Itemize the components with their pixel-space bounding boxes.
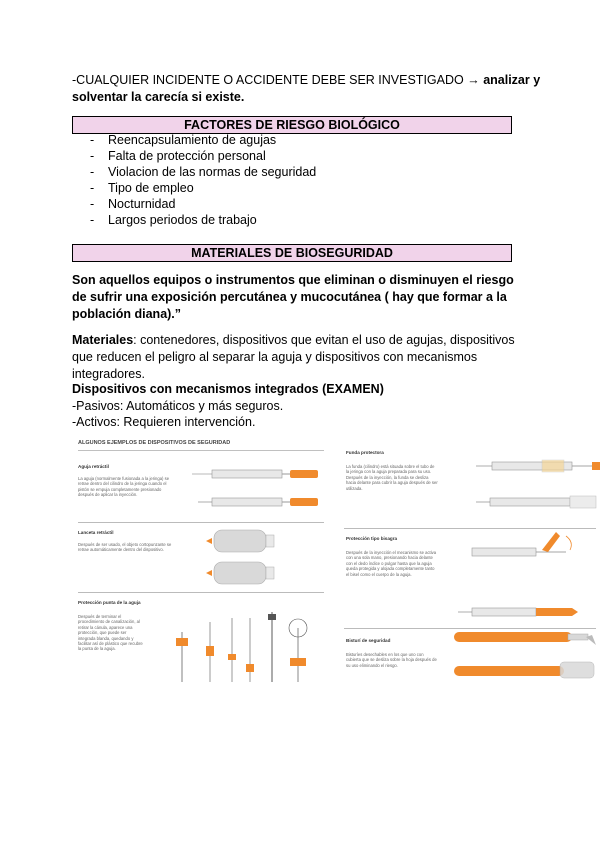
figure-title: ALGUNOS EJEMPLOS DE DISPOSITIVOS DE SEGURIDAD	[78, 440, 231, 446]
hinged-protection-illustration	[458, 532, 578, 616]
safety-scalpel-illustration	[454, 632, 596, 678]
device-name: Funda protectora	[346, 450, 384, 455]
device-name: Protección punta de la aguja	[78, 600, 141, 605]
retractable-lancet-illustration	[206, 530, 274, 584]
device-description: Después de ser usado, el objeto cortopunzante se retrae automáticamente dentro del dispositivo.	[78, 542, 172, 553]
device-description: Bisturíes desechables en los que uno con cubierta que se desliza sobre la hoja después de su uso eliminando el riesgo.	[346, 652, 437, 668]
devices-active: -Activos: Requieren intervención.	[72, 415, 256, 429]
device-description: La aguja (normalmente fusionada a la jeringa) se retrae dentro del cilindro de la jeringa cuando el pistón se empuja completamente presionado después de aplicar la inyección.	[78, 476, 170, 498]
safety-devices-figure	[72, 432, 600, 690]
device-name: Protección tipo bisagra	[346, 536, 398, 541]
intro-line-2: solventar la carecía si existe.	[72, 90, 245, 104]
intro-plain: -CUALQUIER INCIDENTE O ACCIDENTE DEBE SER INVESTIGADO →	[72, 73, 484, 87]
section-banner-materiales: MATERIALES DE BIOSEGURIDAD	[72, 244, 512, 262]
device-name: Bisturí de seguridad	[346, 638, 391, 643]
list-item: - Largos periodos de trabajo	[90, 213, 257, 227]
list-item: - Reencapsulamiento de agujas	[90, 133, 277, 147]
risk-factor-list	[72, 132, 316, 228]
devices-passive: -Pasivos: Automáticos y más seguros.	[72, 399, 284, 413]
list-item: - Nocturnidad	[90, 197, 176, 211]
section-banner-riesgo: FACTORES DE RIESGO BIOLÓGICO	[72, 116, 512, 134]
list-item: - Falta de protección personal	[90, 149, 266, 163]
intro-bold-1: analizar y	[483, 73, 541, 87]
materials-paragraph: Materiales: contenedores, dispositivos que evitan el uso de agujas, dispositivos que reducen el peligro al separar la aguja y dispositivos con mecanismos integradores.	[72, 333, 515, 381]
list-item: - Tipo de empleo	[90, 181, 194, 195]
device-name: Aguja retráctil	[78, 464, 109, 469]
device-description: Después de la inyección el mecanismo se activa con una sola mano, presionando hacia delante con el dedo índice o pulgar hasta que la aguja queda protegida y alojada completamente tanto el bisel como el cuerpo de la aguja.	[346, 550, 437, 577]
device-description: Después de terminar el procedimiento de canalización, al retirar la cánula, aparece una protección, que puede ser integrada blanda, quedando y facilitar así de plástico que recubre la punta de la aguja.	[78, 614, 143, 652]
protective-sheath-illustration	[476, 460, 600, 508]
device-name: Lanceta retráctil	[78, 530, 114, 535]
intro-line-1	[72, 72, 540, 88]
device-description: La funda (cilindro) está situada sobre el tubo de la jeringa con la aguja preparada para su uso. Después de la inyección, la funda se desliza hacia delante para cubrir la aguja después de ser utilizada.	[346, 464, 438, 491]
devices-heading: Dispositivos con mecanismos integrados (EXAMEN)	[72, 382, 384, 396]
retractable-syringe-illustration	[192, 470, 318, 506]
list-item: - Violacion de las normas de seguridad	[90, 165, 317, 179]
definition-paragraph: Son aquellos equipos o instrumentos que eliminan o disminuyen el riesgo de sufrir una exposición percutánea y mucocutánea ( hay que formar a la población diana).”	[72, 273, 514, 321]
needle-tip-protection-illustration	[176, 612, 307, 682]
device-illustrations	[72, 432, 600, 690]
